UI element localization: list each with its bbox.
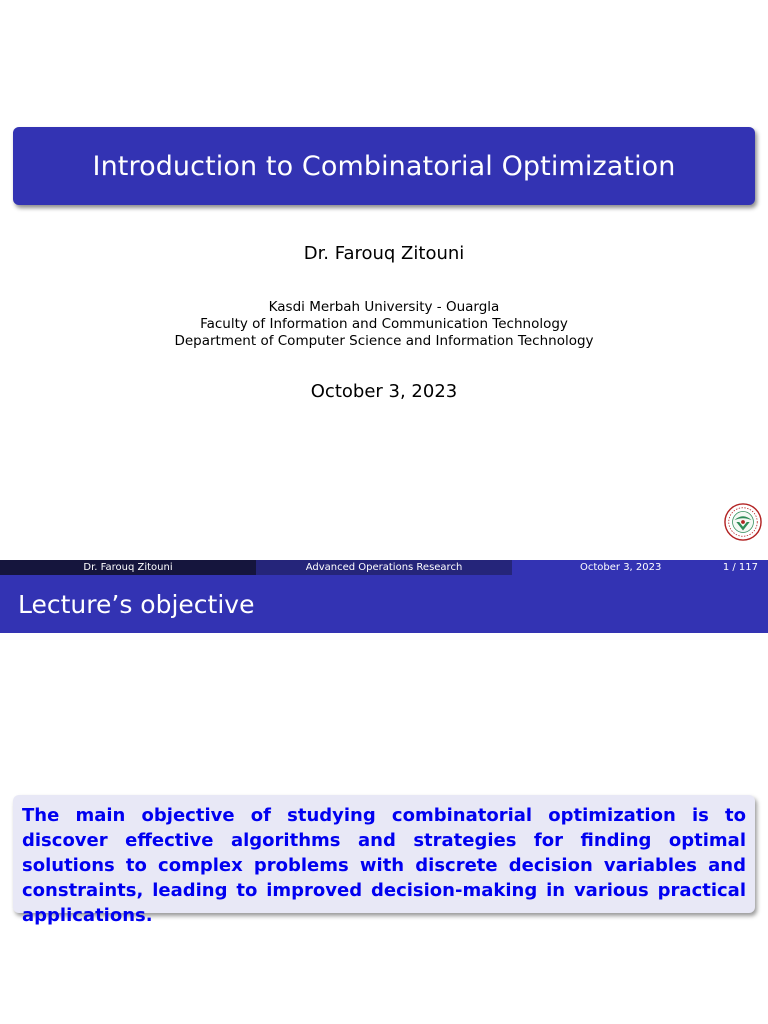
- title-box: [13, 127, 755, 205]
- footer-date-page: [512, 560, 768, 575]
- author-name: Dr. Farouq Zitouni: [303, 243, 465, 264]
- presentation-title: Introduction to Combinatorial Optimization: [92, 150, 676, 182]
- institution: [0, 299, 768, 350]
- objective-slide: [0, 575, 768, 1024]
- institution-university: Kasdi Merbah University - Ouargla: [268, 299, 500, 315]
- frame-title: Lecture’s objective: [0, 575, 768, 633]
- footer-author: Dr. Farouq Zitouni: [0, 560, 256, 575]
- footer-page-number: 1 / 117: [722, 562, 758, 573]
- footer-bar: [0, 560, 768, 575]
- university-seal-icon: [724, 503, 762, 541]
- footer-date: October 3, 2023: [580, 562, 662, 573]
- objective-block: [13, 795, 755, 926]
- institution-department: Department of Computer Science and Information Technology: [174, 333, 594, 349]
- footer-course: Advanced Operations Research: [256, 560, 512, 575]
- objective-text: The main objective of studying combinatorial optimization is to discover effective algorithms and strategies for finding optimal solutions to complex problems with discrete decision variables and constraints, leading to improved decision-making in various practical applications.: [22, 805, 746, 926]
- presentation-date: October 3, 2023: [310, 381, 458, 402]
- institution-faculty: Faculty of Information and Communication Technology: [200, 316, 568, 332]
